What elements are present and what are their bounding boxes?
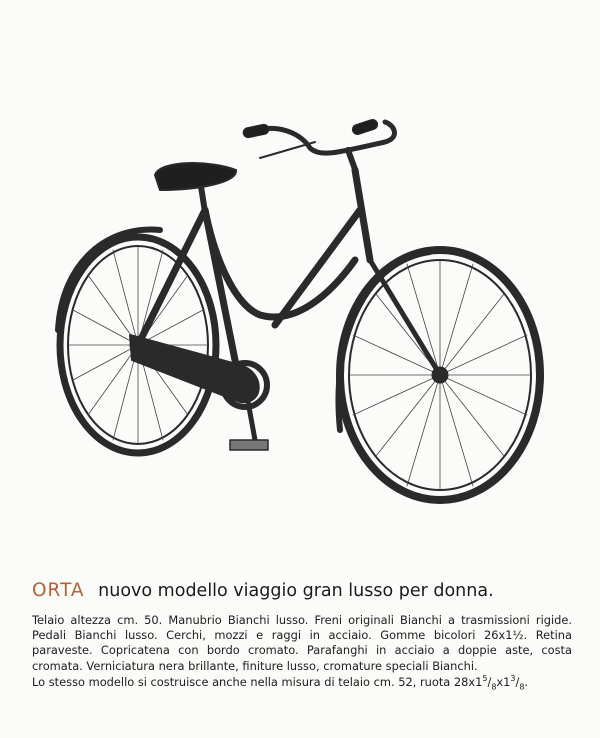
note-paragraph bbox=[32, 675, 572, 690]
saddle bbox=[155, 163, 236, 212]
model-subtitle: nuovo modello viaggio gran lusso per donna. bbox=[98, 581, 494, 601]
handlebar bbox=[242, 118, 394, 172]
bicycle-illustration bbox=[40, 110, 570, 530]
description-block bbox=[32, 613, 572, 690]
note-text: Lo stesso modello si costruisce anche nella misura di telaio cm. 52, ruota bbox=[32, 674, 451, 689]
wheel-size: $28x1^5/_8x1^3/_8$. bbox=[453, 674, 529, 692]
title-line bbox=[32, 580, 572, 601]
description-paragraph: Telaio altezza cm. 50. Manubrio Bianchi lusso. Freni originali Bianchi a trasmissioni rigide. Pedali Bianchi lusso. Cerchi, mozzi e raggi in acciaio. Gomme bicolori 26x1½. Retina paraveste. Copricatena con bordo cromato. Parafanghi in acciaio a doppie aste, costa cromata. Verniciatura nera brillante, finiture lusso, cromature speciali Bianchi. bbox=[32, 613, 572, 673]
caption bbox=[32, 580, 572, 690]
model-name: ORTA bbox=[32, 580, 85, 601]
